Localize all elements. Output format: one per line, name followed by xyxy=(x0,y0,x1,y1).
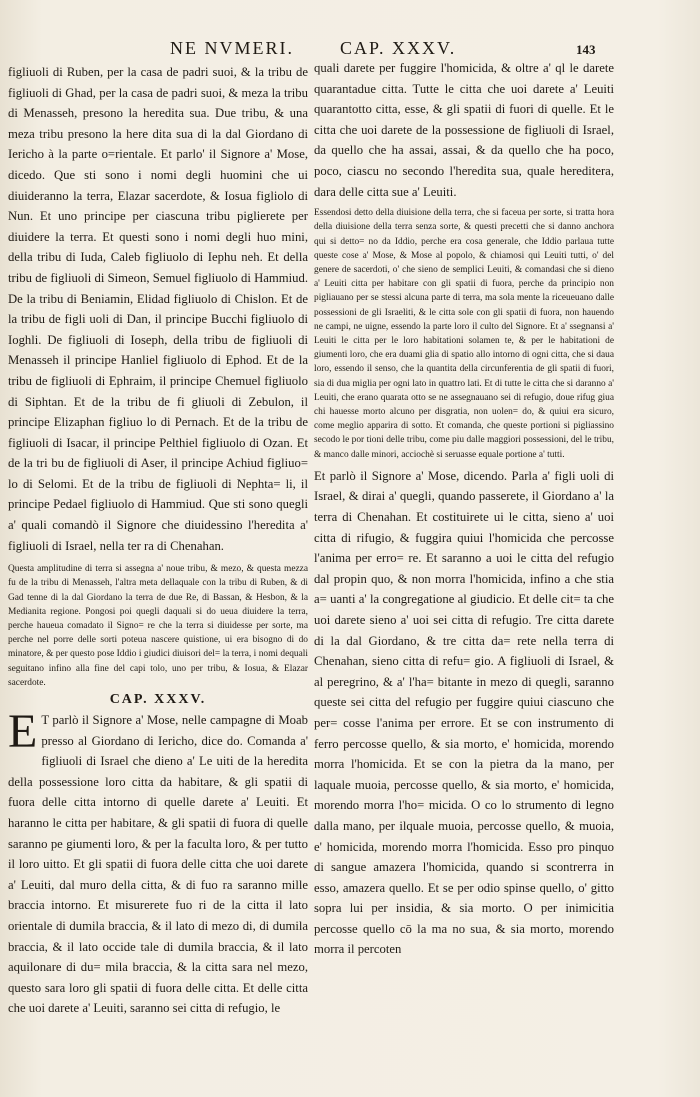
left-column xyxy=(8,62,308,1019)
page-number: 143 xyxy=(576,42,596,57)
commentary-note: Essendosi detto della diuisione della terra, che si faceua per sorte, si tratta hora della diuisione della terra senza sorte, & questi precetti che si danno anchora qui si detto= no da Iddio, perche era cosa generale, che Iddio parlaua tutte queste cose a' Mose, & Mose al popolo, & chiamosi qui Leuiti tutti, o' del genere de sacerdoti, o' che sieno de semplici Leuiti, & comandasi che si dieno a' Leuiti citta per habitare con gli spatii di fuora, perche da principio non pigliauano per se stessi alcuna parte di terra, ma sola mente la riceueuano dalle possessioni de gli Israeliti, & le citta sole con gli spatii di fuora, non hauendo ne campi, ne uigne, essendo la parte loro il culto del Signore. Et a' ssegnansi a' Leuiti le citta per le loro habitationi solamen te, & per le habitationi de giumenti loro, che era duami glia di spatio allo intorno di ogni citta, che si daua loro, essendo il senso, che la quantita della circunferentia de gli spatii di fuori, sia di dua miglia per ogni lato in quattro lati. Et di tutte le citta che si daranno a' Leuiti, che erano quarata otto se ne assegnauano sei di refugio, doue rifug giua chi hauesse morto alcuno per disgratia, non uolen= do, & quiui era sicuro, come meglio apparira di sotto. Et comanda, che queste portioni si pigliassino secodo le por tioni delle tribu, come piu dalle maggiori possessioni, del le tribu, & manco dalle minori, acciochè si seruasse equale portione a' tutti. xyxy=(314,208,614,460)
drop-cap-initial: E xyxy=(8,705,38,759)
chapter-opening-paragraph xyxy=(8,705,308,1019)
chapter-opening-text: T parlò il Signore a' Mose, nelle campagne di Moab presso al Giordano di Iericho, dice do. Comanda a' figliuoli di Israel che dieno a' Le uiti de la heredita della possessione loro citta da habitare, & gli spatii di fuora delle citta intorno di quelle darete a' Leuiti. Et haranno le citta per habitare, & gli spatii di fuora di quelle saranno pe giumenti loro, & per la faculta loro, & per tutto il loro uitto. Et gli spatii di fuora delle citta che uoi darete a' Leuiti, dal muro della citta, & di fuo ra saranno mille braccia intorno. Et misurerete fuo ri de la citta il lato orientale di dumila braccia, & il lato di mezo di, di dumila braccia, & il lato occide tale di dumila braccia, & il lato aquilonare di du= mila braccia, & la citta sara nel mezo, questo sara loro gli spatii di fuora delle citta. Et delle citta che uoi darete a' Leuiti, saranno sei citta di refugio, le xyxy=(8,713,308,1016)
chapter-heading: CAP. XXXV. xyxy=(109,692,207,708)
commentary-note: Questa amplitudine di terra si assegna a' noue tribu, & mezo, & questa mezza fu de la tribu di Menasseh, l'altra meta dellaquale con la tribu di Ruben, & di Gad tenne di la dal Giordano la terra de due Re, di Bassan, & Hesbon, & la Medianita regione. Pongosi poi quegli daquali si do ueua diuidere la terra, perche haueua comadato il Signo= re che la terra si diuidesse per sorte, ma perche nel porre delle sorti poteua nascere quistione, ui era bisogno di do minatore, & per questo pose Iddio i giudici diuisori del= la terra, i nomi dequali seguitano infino alla fine del capi tolo, uno per tribu, & Iosua, & Elazar sacerdote. xyxy=(8,564,308,688)
body-paragraph: Et parlò il Signore a' Mose, dicendo. Parla a' figli uoli di Israel, & dirai a' quegli, quando passerete, il Giordano a' la terra di Chenahan. Et costituirete ui le citta, sieno a' uoi citta di rifugio, & fuggira quiui l'homicida che percosse l'anima per erro= re. Et saranno a uoi le citta del refugio dal propin quo, & non morra l'homicida, infino a che stia a= uanti a' la congregatione al giudicio. Et delle cit= ta che uoi darete sieno a' uoi sei citta di refugio. Tre citta darete di la dal Giordano, & tre citta da= rete nella terra di Chenahan, sieno citta di refu= gio. A figliuoli di Israel, & al peregrino, & a' l'ha= bitante in mezo di quegli, saranno queste sei citta del refugio per fuggire quiui ciascuno che per= cosse l'anima per errore. Et se con instrumento di ferro percosse quello, & sia morto, e' homicida, morendo morra l'homicida. Et se con la pietra da la mano, per laquale muoia, percosse quello, & sia morto, e' homicida, morendo morra l'ho= micida. O co lo strumento di legno dalla mano, per ilquale muoia, percosse quello, & muoia, e' homicida, morendo morra l'homicida. Esso pro pinquo di sangue amazera l'homicida, quando si scontrerra in esso, amazera quello. Et se per odio spinse quello, o' gitto sopra lui per insidia, & sia morto. O per inimicitia percosse quello cō la ma no sua, & sia morto, morendo morra il percoten xyxy=(314,468,614,957)
running-title-left: NE NVMERI. xyxy=(170,38,294,58)
right-column xyxy=(314,58,614,960)
body-paragraph: quali darete per fuggire l'homicida, & oltre a' ql le darete quarantadue citta. Tutte le citta che uoi darete a' Leuiti quarantotto citta, esse, & gli spatii di fuori di quelle. Et le citta che uoi darete de la possessione de figliuoli di Israel, da quello che ha assai, assai, & da quello che ha poco, poco, ciascu no secondo l'heredita sua, quale hereditera, dara delle citta sue a' Leuiti. xyxy=(314,61,614,199)
body-paragraph: figliuoli di Ruben, per la casa de padri suoi, & la tribu de figliuoli di Ghad, per la casa de padri suoi, & meza la tribu di Menasseh, presono la heredita sua. Due tribu, & una meza tribu presono la here dita sua di la dal Giordano di Iericho à la parte o=rientale. Et parlo' il Signore a' Mose, dicedo. Que sti sono i nomi degli huomini che ui diuideranno la terra, Elazar sacerdote, & Iosua figliolo di Nun. Et uno principe per ciascuna tribu piglierete per diuidere la terra. Et questi sono i nomi degli huo mini, della tribu di Iuda, Caleb figliuolo di Iephu neh. Et della tribu de figliuoli di Simeon, Semuel figliuolo di Hammiud. De la tribu di Beniamin, Elidad figliuolo di Chislon. Et de la tribu de figli uoli di Dan, il principe Bucchi figliuolo di Ioghli. De figliuoli di Ioseph, della tribu de figliuoli di Menasseh il principe Hanliel figliuolo di Ephod. Et de la tribu de figliuoli di Ephraim, il principe Chemuel figliuolo di Siphtan. Et de la tribu de fi gliuoli di Zebulon, il principe Elizaphan figliuo lo di Pernach. Et de la tribu de figliuoli di Isacar, il principe Pelthiel figliuolo di Ozan. Et de la tri bu de figliuoli di Aser, il principe Achiud figliuo= lo di Selomi. Et de la tribu de figliuoli di Nephta= li, il principe Pedael figliuolo di Hammiud. Que sti sono quegli a' quali comandò il Signore che diuidessino l'heredita a' figliuoli di Israel, nella ter ra di Chenahan. xyxy=(8,65,308,553)
running-title-right: CAP. XXXV. xyxy=(340,38,457,58)
